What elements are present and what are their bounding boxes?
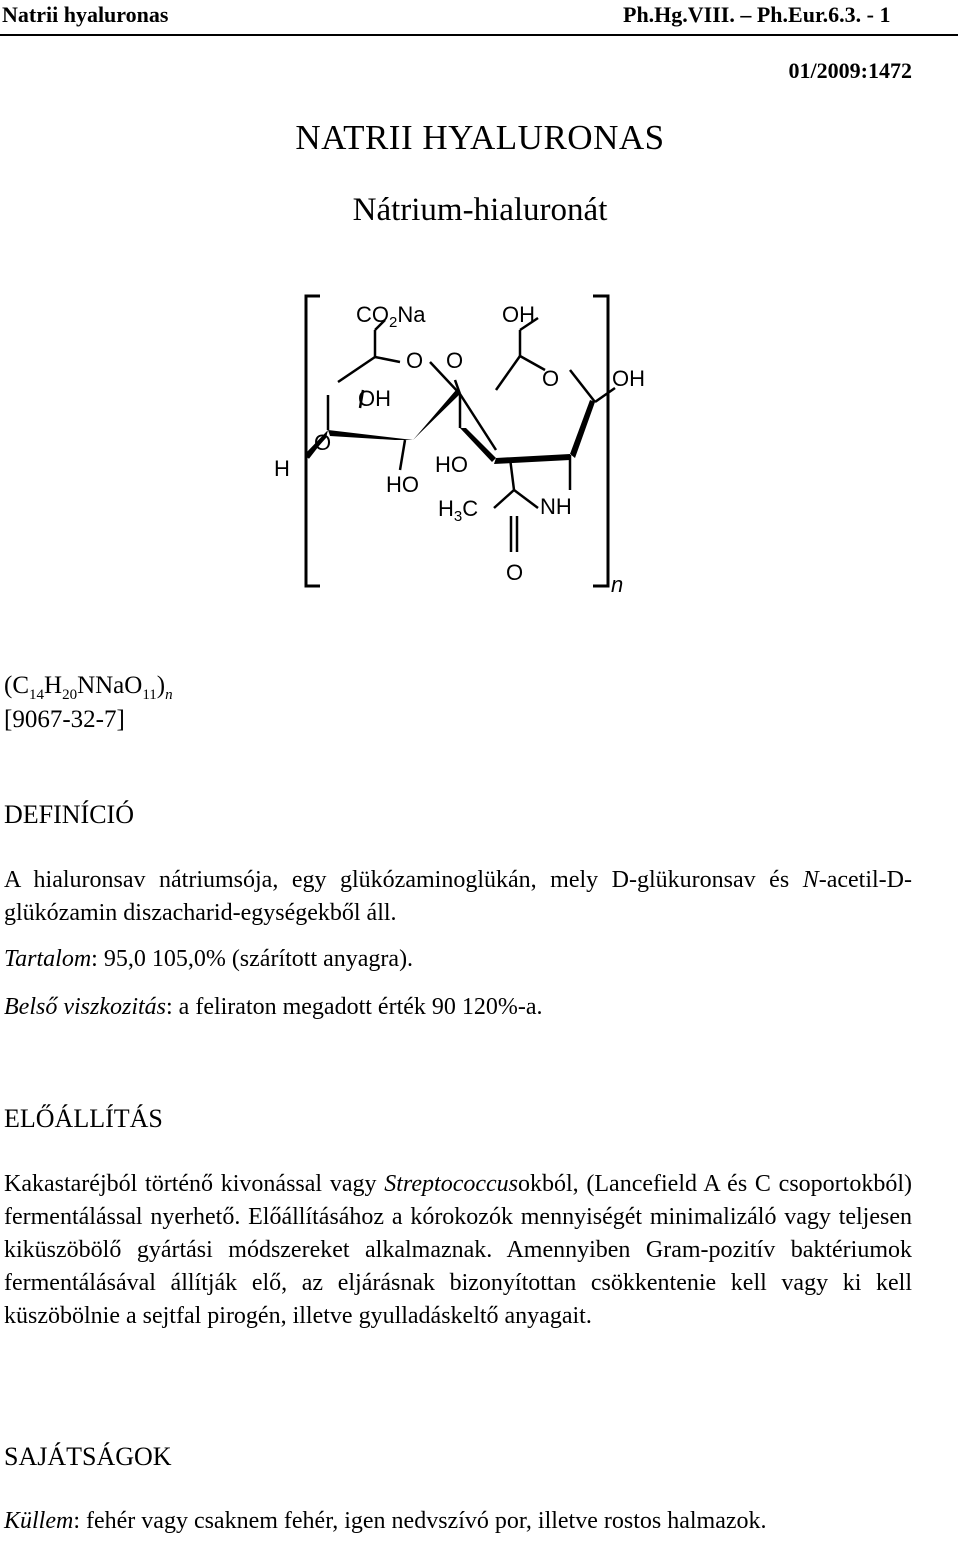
molecular-formula: $(C_{14}H_{20}NNaO_{11})_n$ xyxy=(4,672,173,703)
right-ring xyxy=(460,318,615,552)
label-ho-lower: HO xyxy=(386,472,419,497)
page-header xyxy=(0,0,960,40)
production-heading: ELŐÁLLÍTÁS xyxy=(4,1104,163,1133)
label-h: H xyxy=(274,456,290,481)
left-ring xyxy=(308,320,496,470)
definition-heading: DEFINÍCIÓ xyxy=(4,800,134,829)
label-o-ring2: O xyxy=(542,366,560,391)
doc-number: 01/2009:1472 xyxy=(788,58,912,83)
label-o-link: O xyxy=(446,348,464,373)
label-oh-right: OH xyxy=(612,366,645,391)
label-ho-upper: HO xyxy=(435,452,468,477)
header-rule xyxy=(0,34,958,36)
label-oh-left: OH xyxy=(358,386,391,411)
definition-text: A hialuronsav nátriumsója, egy glükózaminoglükán, mely D-glükuronsav és N-acetil-D-glükózamin diszacharid-egységekből áll. xyxy=(4,867,912,926)
header-right: Ph.Hg.VIII. – Ph.Eur.6.3. - 1 xyxy=(623,2,891,27)
viscosity-line: Belső viszkozitás: a feliraton megadott érték 90 120%-a. xyxy=(4,994,543,1020)
right-ring-wedge xyxy=(494,454,570,464)
label-co2na: $CO_2Na$ xyxy=(356,302,426,331)
structure-diagram xyxy=(270,290,670,600)
appearance-line: Küllem: fehér vagy csaknem fehér, igen nedvszívó por, illetve rostos halmazok. xyxy=(4,1508,767,1534)
label-o-left: O xyxy=(314,430,332,455)
atom-labels xyxy=(274,302,645,597)
label-n: n xyxy=(611,572,624,597)
header-left: Natrii hyaluronas xyxy=(2,2,169,27)
content-line: Tartalom: 95,0 105,0% (szárított anyagra). xyxy=(4,946,414,972)
label-o-carbonyl: O xyxy=(506,560,524,585)
label-oh-top: OH xyxy=(502,302,535,327)
label-nh: NH xyxy=(540,494,572,519)
production-text: Kakastaréjból történő kivonással vagy Streptococcusokból, (Lancefield A és C csoportokból) fermentálással nyerhető. Előállításához a kórokozók mennyiségét minimalizáló vagy teljesen kiküszöbölő gyártási módszereket alkalmaznak. Amennyiben Gram-pozitív baktériumok fermentálásával állítják elő, az eljárásnak bizonyítottan csökkentenie kell vagy ki kell küszöbölnie a sejtfal pirogén, illetve gyulladáskeltő anyagait. xyxy=(4,1171,912,1329)
properties-heading: SAJÁTSÁGOK xyxy=(4,1442,172,1471)
left-ring-wedge xyxy=(328,430,413,440)
page-title: NATRII HYALURONAS xyxy=(295,118,665,157)
page-subtitle: Nátrium-hialuronát xyxy=(352,192,608,228)
label-o-ring1: O xyxy=(406,348,424,373)
label-h3c: $H_3C$ xyxy=(438,496,479,525)
cas-number: [9067-32-7] xyxy=(4,706,125,733)
repeat-brackets xyxy=(306,296,608,586)
